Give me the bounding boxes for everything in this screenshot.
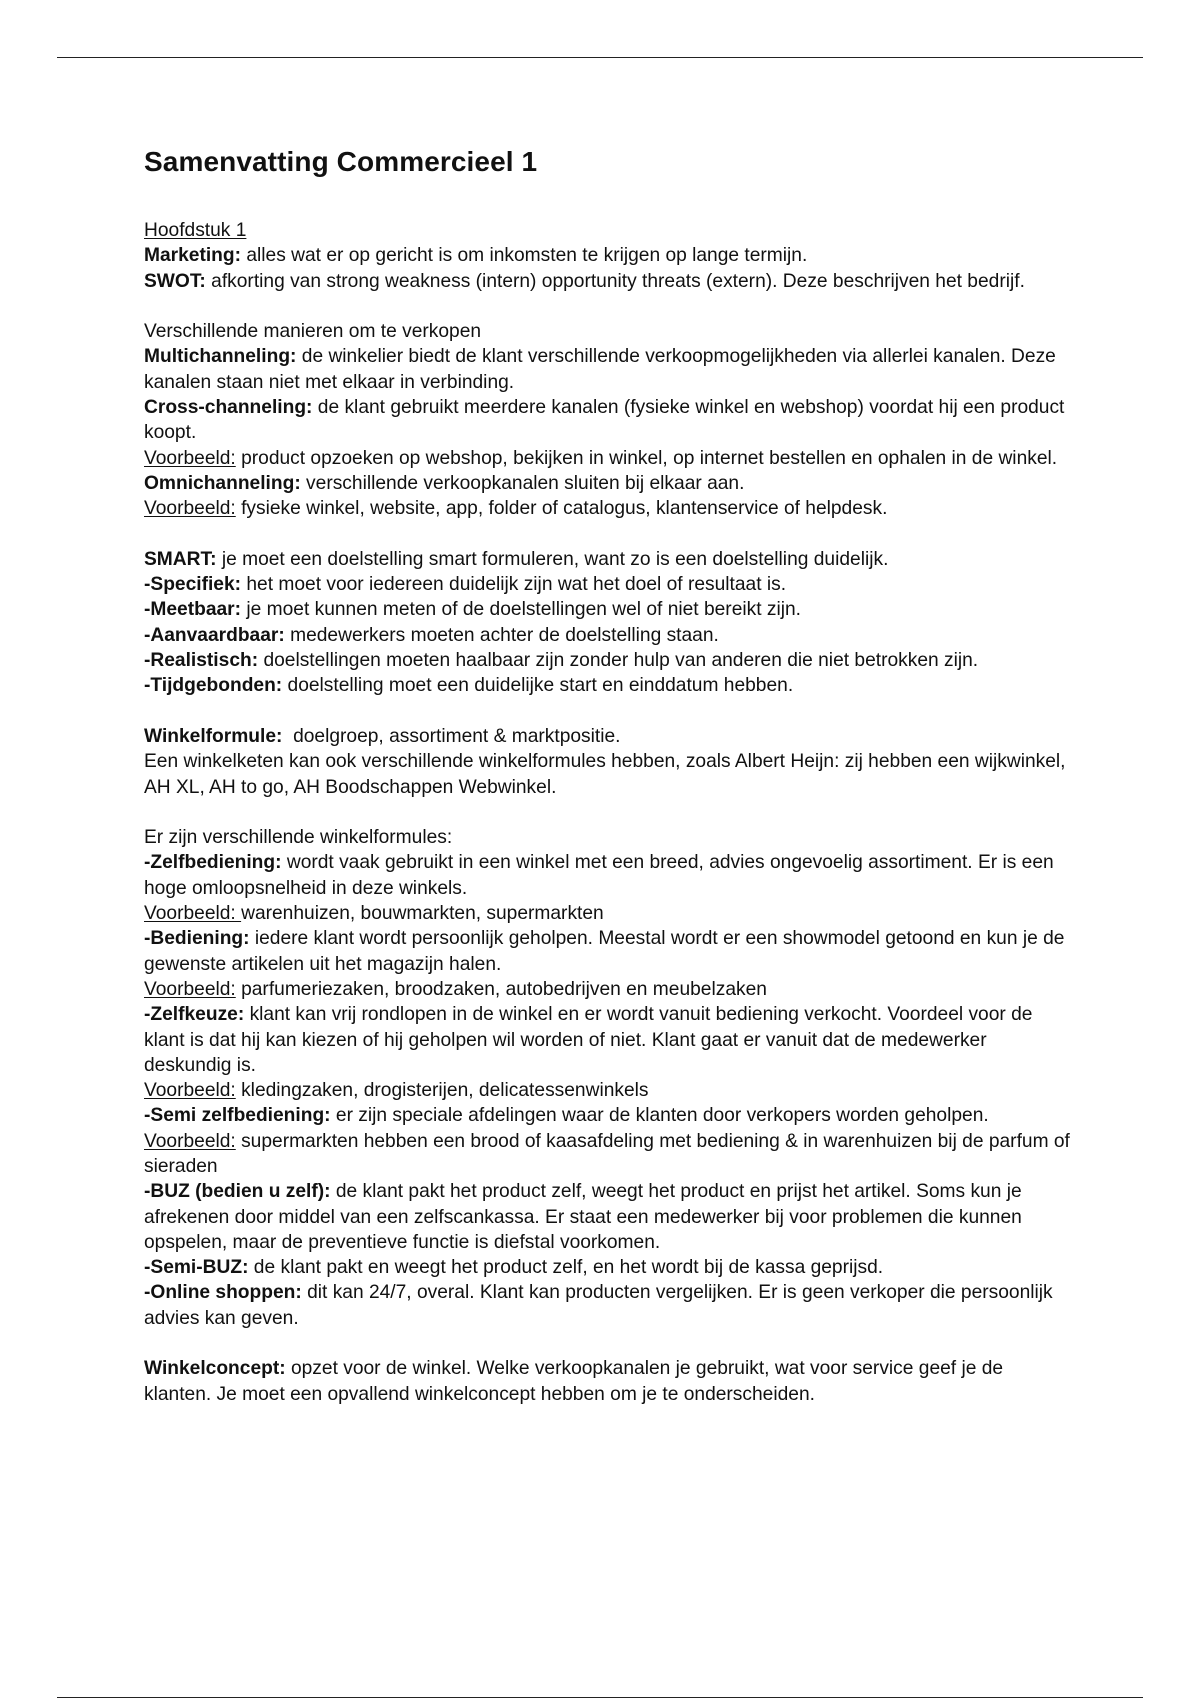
smart-specifiek bbox=[144, 572, 1074, 597]
term: -Realistisch: bbox=[144, 650, 259, 672]
term: -Semi zelfbediening: bbox=[144, 1105, 331, 1127]
document-body bbox=[144, 140, 1074, 1407]
example-text: kledingzaken, drogisterijen, delicatessenwinkels bbox=[235, 1080, 649, 1102]
term: -Zelfkeuze: bbox=[144, 1004, 245, 1026]
formule-bediening bbox=[144, 926, 1074, 977]
definition-text: klant kan vrij rondlopen in de winkel en er wordt vanuit bediening verkocht. Voordeel voor de klant is dat hij kan kiezen of hij geholpen wil worden of niet. Klant gaat er vanuit dat de medewerker deskundig is. bbox=[144, 1004, 1033, 1076]
example-semi-zelfbediening bbox=[144, 1129, 1074, 1180]
formule-semi-zelfbediening bbox=[144, 1103, 1074, 1128]
definition-text: doelstellingen moeten haalbaar zijn zonder hulp van anderen die niet betrokken zijn. bbox=[258, 650, 979, 672]
definition-winkelformule bbox=[144, 724, 1074, 749]
top-rule bbox=[57, 57, 1143, 58]
term: SMART: bbox=[144, 548, 217, 570]
smart-tijdgebonden bbox=[144, 673, 1074, 698]
example-label: Voorbeeld: bbox=[144, 1130, 236, 1152]
paragraph-gap bbox=[144, 699, 1074, 724]
term: Multichanneling: bbox=[144, 346, 297, 368]
definition-text: de klant pakt en weegt het product zelf, en het wordt bij de kassa geprijsd. bbox=[248, 1257, 884, 1279]
example-cross-channeling bbox=[144, 446, 1074, 471]
term: -Tijdgebonden: bbox=[144, 675, 283, 697]
section-intro-verkopen bbox=[144, 319, 1074, 344]
formule-online-shoppen bbox=[144, 1280, 1074, 1331]
example-text: fysieke winkel, website, app, folder of catalogus, klantenservice of helpdesk. bbox=[235, 498, 888, 520]
intro-text: Verschillende manieren om te verkopen bbox=[144, 321, 482, 343]
definition-text: wordt vaak gebruikt in een winkel met een breed, advies ongevoelig assortiment. Er is een hoge omloopsnelheid in deze winkels. bbox=[144, 852, 1054, 899]
example-text: parfumeriezaken, broodzaken, autobedrijven en meubelzaken bbox=[235, 978, 767, 1000]
definition-text: medewerkers moeten achter de doelstelling staan. bbox=[284, 624, 719, 646]
formule-zelfbediening bbox=[144, 850, 1074, 901]
example-label: Voorbeeld: bbox=[144, 1080, 236, 1102]
example-text: supermarkten hebben een brood of kaasafdeling met bediening & in warenhuizen bij de parfum of sieraden bbox=[144, 1130, 1070, 1177]
term: -Bediening: bbox=[144, 928, 250, 950]
definition-text: de klant pakt het product zelf, weegt het product en prijst het artikel. Soms kun je afrekenen door middel van een zelfscankassa. Er staat een medewerker bij voor problemen die kunnen opspelen, maar de preventieve functie is diefstal voorkomen. bbox=[144, 1181, 1022, 1253]
definition-multichanneling bbox=[144, 344, 1074, 395]
paragraph-gap bbox=[144, 294, 1074, 319]
term: -Meetbaar: bbox=[144, 599, 242, 621]
term: SWOT: bbox=[144, 270, 206, 292]
term: Cross-channeling: bbox=[144, 397, 313, 419]
definition-omnichanneling bbox=[144, 471, 1074, 496]
definition-text: de klant gebruikt meerdere kanalen (fysieke winkel en webshop) voordat hij een product koopt. bbox=[144, 397, 1065, 444]
term: -Semi-BUZ: bbox=[144, 1257, 249, 1279]
formule-buz bbox=[144, 1179, 1074, 1255]
smart-meetbaar bbox=[144, 597, 1074, 622]
term: -Zelfbediening: bbox=[144, 852, 282, 874]
definition-text: afkorting van strong weakness (intern) opportunity threats (extern). Deze beschrijven het bedrijf. bbox=[205, 270, 1025, 292]
paragraph-gap bbox=[144, 1331, 1074, 1356]
section-intro-winkelformules bbox=[144, 825, 1074, 850]
definition-text: alles wat er op gericht is om inkomsten te krijgen op lange termijn. bbox=[241, 245, 808, 267]
example-omnichanneling bbox=[144, 496, 1074, 521]
definition-text: iedere klant wordt persoonlijk geholpen. Meestal wordt er een showmodel getoond en kun je de gewenste artikelen uit het magazijn halen. bbox=[144, 928, 1065, 975]
definition-swot bbox=[144, 269, 1074, 294]
formule-semi-buz bbox=[144, 1255, 1074, 1280]
example-label: Voorbeeld: bbox=[144, 447, 236, 469]
paragraph-gap bbox=[144, 522, 1074, 547]
term: -BUZ (bedien u zelf): bbox=[144, 1181, 331, 1203]
bottom-rule bbox=[57, 1697, 1143, 1698]
definition-marketing bbox=[144, 243, 1074, 268]
definition-text: doelstelling moet een duidelijke start en einddatum hebben. bbox=[282, 675, 794, 697]
example-zelfkeuze bbox=[144, 1078, 1074, 1103]
example-bediening bbox=[144, 977, 1074, 1002]
term: -Specifiek: bbox=[144, 574, 242, 596]
example-text: product opzoeken op webshop, bekijken in winkel, op internet bestellen en ophalen in de winkel. bbox=[235, 447, 1058, 469]
definition-winkelconcept bbox=[144, 1356, 1074, 1407]
intro-text: Er zijn verschillende winkelformules: bbox=[144, 827, 453, 849]
example-label: Voorbeeld: bbox=[144, 498, 236, 520]
definition-text: de winkelier biedt de klant verschillende verkoopmogelijkheden via allerlei kanalen. Deze kanalen staan niet met elkaar in verbinding. bbox=[144, 346, 1056, 393]
definition-text: dit kan 24/7, overal. Klant kan producten vergelijken. Er is geen verkoper die persoonlijk advies kan geven. bbox=[144, 1282, 1053, 1329]
paragraph-text: Een winkelketen kan ook verschillende winkelformules hebben, zoals Albert Heijn: zij hebben een wijkwinkel, AH XL, AH to go, AH Boodschappen Webwinkel. bbox=[144, 751, 1066, 798]
definition-text: verschillende verkoopkanalen sluiten bij elkaar aan. bbox=[300, 472, 745, 494]
chapter-heading bbox=[144, 218, 1074, 243]
smart-realistisch bbox=[144, 648, 1074, 673]
winkelformule-explanation bbox=[144, 749, 1074, 800]
definition-text: er zijn speciale afdelingen waar de klanten door verkopers worden geholpen. bbox=[330, 1105, 989, 1127]
example-zelfbediening bbox=[144, 901, 1074, 926]
chapter-label: Hoofdstuk 1 bbox=[144, 220, 247, 241]
definition-text: het moet voor iedereen duidelijk zijn wat het doel of resultaat is. bbox=[241, 574, 787, 596]
paragraph-gap bbox=[144, 800, 1074, 825]
definition-text: je moet een doelstelling smart formuleren, want zo is een doelstelling duidelijk. bbox=[216, 548, 889, 570]
definition-cross-channeling bbox=[144, 395, 1074, 446]
document-title: Samenvatting Commercieel 1 bbox=[144, 146, 538, 177]
term: Winkelconcept: bbox=[144, 1358, 286, 1380]
smart-aanvaardbaar bbox=[144, 623, 1074, 648]
definition-text: opzet voor de winkel. Welke verkoopkanalen je gebruikt, wat voor service geef je de klanten. Je moet een opvallend winkelconcept hebben om je te onderscheiden. bbox=[144, 1358, 1004, 1405]
example-label: Voorbeeld: bbox=[144, 978, 236, 1000]
term: -Aanvaardbaar: bbox=[144, 624, 285, 646]
formule-zelfkeuze bbox=[144, 1002, 1074, 1078]
definition-smart bbox=[144, 547, 1074, 572]
example-text: warenhuizen, bouwmarkten, supermarkten bbox=[241, 903, 604, 925]
definition-text: je moet kunnen meten of de doelstellingen wel of niet bereikt zijn. bbox=[241, 599, 802, 621]
example-label: Voorbeeld: bbox=[144, 903, 242, 925]
term: Marketing: bbox=[144, 245, 242, 267]
term: Winkelformule: bbox=[144, 725, 283, 747]
term: -Online shoppen: bbox=[144, 1282, 302, 1304]
term: Omnichanneling: bbox=[144, 472, 301, 494]
definition-text: doelgroep, assortiment & marktpositie. bbox=[282, 725, 621, 747]
